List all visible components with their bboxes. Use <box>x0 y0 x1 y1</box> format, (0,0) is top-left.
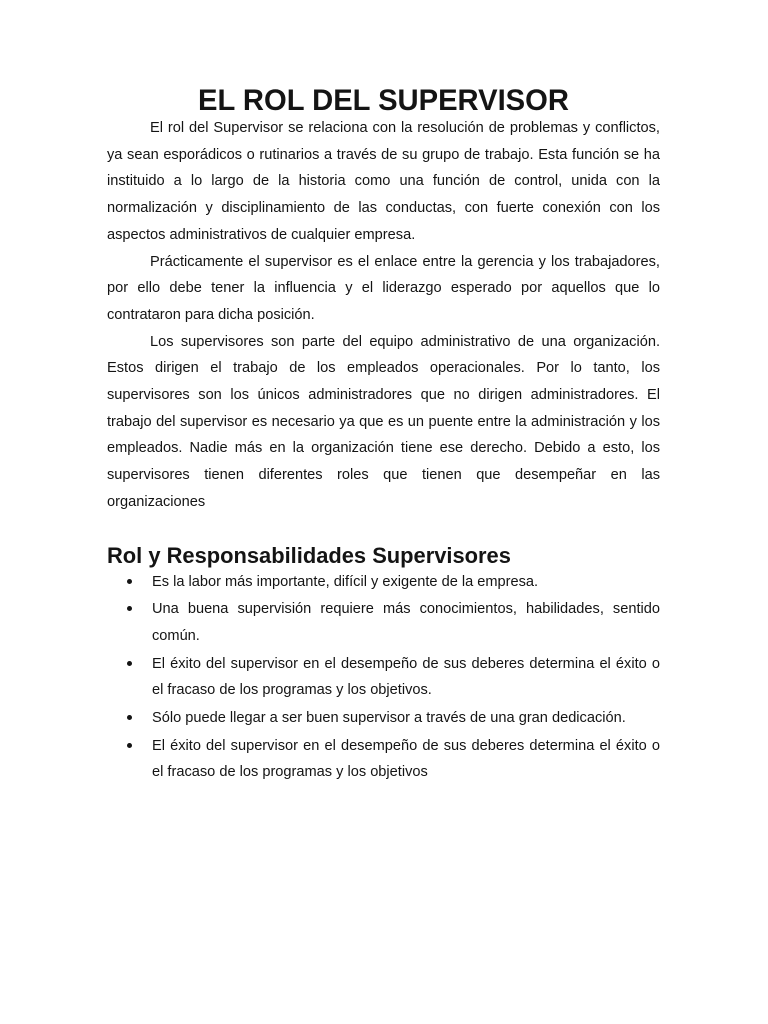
section-heading: Rol y Responsabilidades Supervisores <box>107 542 511 568</box>
paragraph-2: Prácticamente el supervisor es el enlace entre la gerencia y los trabajadores, por ello debe tener la influencia y el liderazgo esperado por aquellos que lo contrataron para dicha posición. <box>107 253 660 323</box>
bullet-icon <box>127 661 132 666</box>
bullet-icon <box>127 606 132 611</box>
document-page <box>107 85 660 787</box>
list-item <box>107 596 660 649</box>
bullet-icon <box>127 743 132 748</box>
list-item-text: Es la labor más importante, difícil y exigente de la empresa. <box>152 573 539 590</box>
list-item <box>107 733 660 786</box>
list-item <box>107 705 660 732</box>
bullet-icon <box>127 715 132 720</box>
list-item-text: Sólo puede llegar a ser buen supervisor a través de una gran dedicación. <box>152 710 626 727</box>
blank-line <box>107 516 660 543</box>
list-item-text: El éxito del supervisor en el desempeño de sus deberes determina el éxito o el fracaso de los programas y los objetivos <box>152 737 660 781</box>
list-item-text: El éxito del supervisor en el desempeño de sus deberes determina el éxito o el fracaso de los programas y los objetivos. <box>152 655 660 699</box>
list-item <box>107 569 660 596</box>
paragraph-1: El rol del Supervisor se relaciona con la resolución de problemas y conflictos, ya sean esporádicos o rutinarios a través de su grupo de trabajo. Esta función se ha instituido a lo largo de la historia como una función de control, unida con la normalización y disciplinamiento de las conductas, con fuerte conexión con los aspectos administrativos de cualquier empresa. <box>107 120 660 243</box>
paragraph-3: Los supervisores son parte del equipo administrativo de una organización. Estos dirigen el trabajo de los empleados operacionales. Por lo tanto, los supervisores son los únicos administradores que no dirigen administradores. El trabajo del supervisor es necesario ya que es un puente entre la administración y los empleados. Nadie más en la organización tiene ese derecho. Debido a esto, los supervisores tienen diferentes roles que tienen que desempeñar en las organizaciones <box>107 333 660 510</box>
document-title: EL ROL DEL SUPERVISOR <box>198 85 569 117</box>
responsibilities-list <box>107 569 660 787</box>
list-item <box>107 651 660 704</box>
bullet-icon <box>127 579 132 584</box>
list-item-text: Una buena supervisión requiere más conocimientos, habilidades, sentido común. <box>152 601 660 644</box>
